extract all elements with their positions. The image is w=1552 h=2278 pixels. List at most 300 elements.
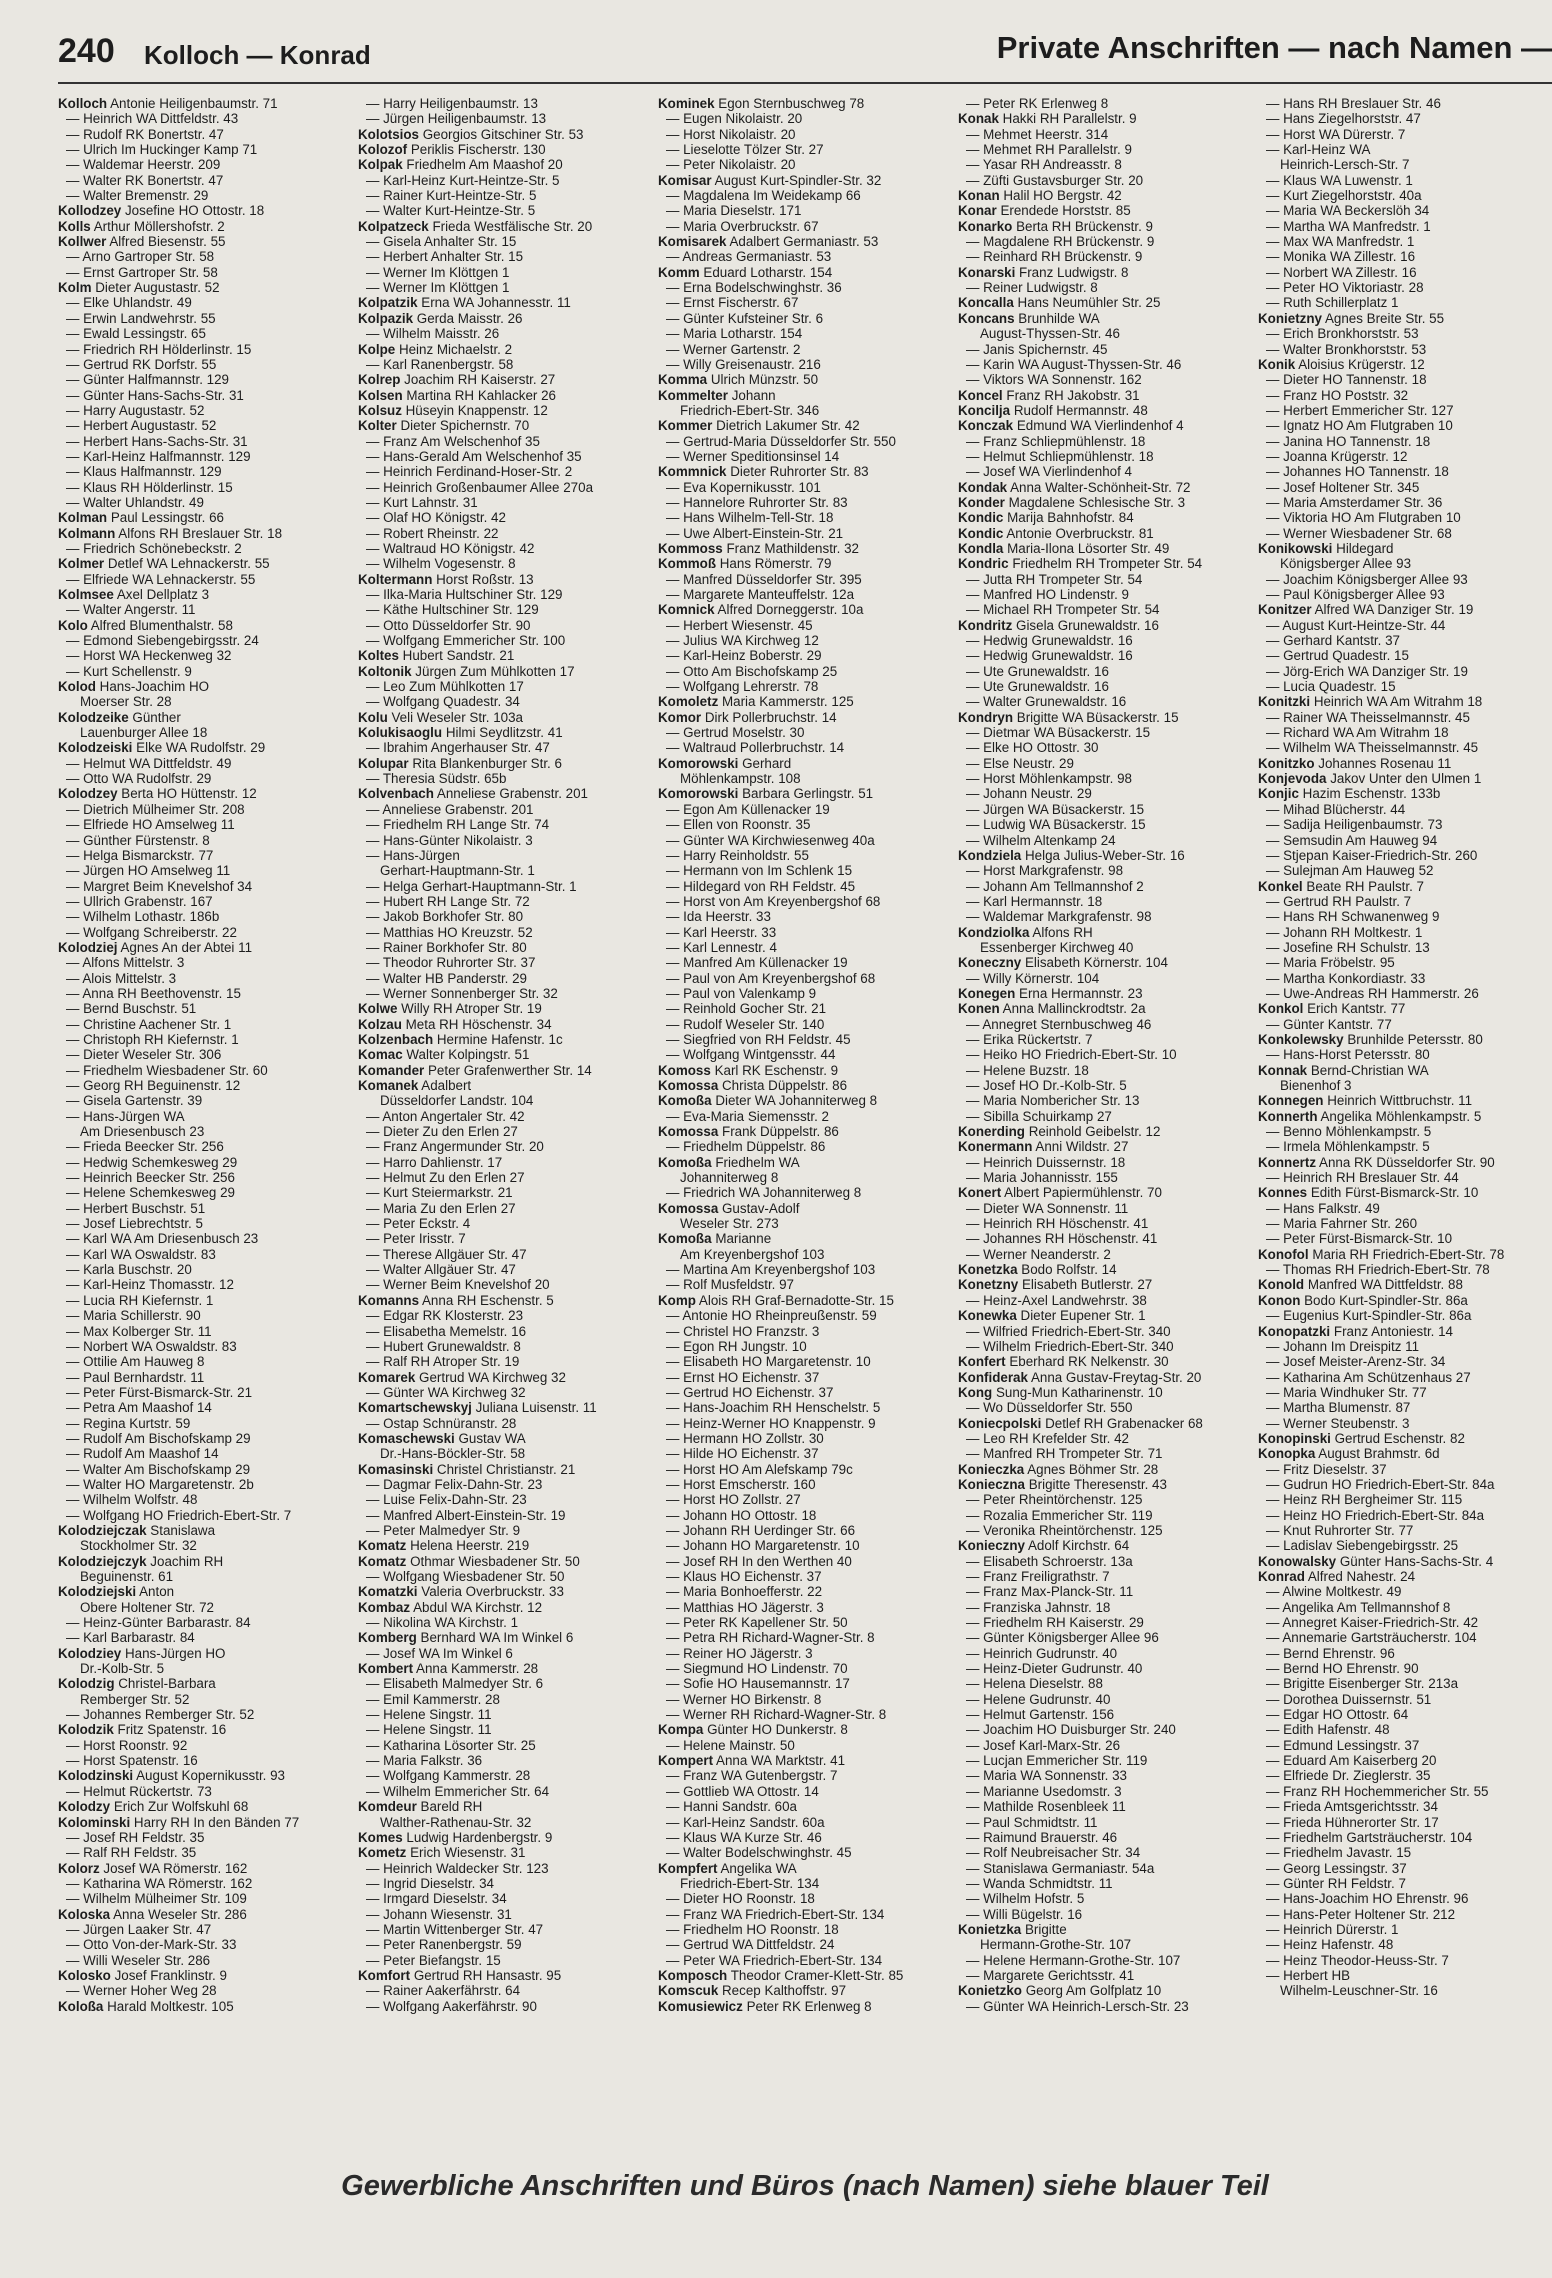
directory-entry bbox=[658, 1722, 954, 1737]
entry-details: Josef WA Römerstr. 162 bbox=[103, 1860, 248, 1876]
directory-entry bbox=[58, 234, 354, 249]
surname: Kolpatzik bbox=[358, 295, 418, 311]
directory-entry: — Horst Nikolaistr. 20 bbox=[666, 126, 796, 142]
directory-entry: — Peter Irisstr. 7 bbox=[366, 1231, 466, 1247]
entry-details: Maria-Ilona Lösorter Str. 49 bbox=[1007, 540, 1170, 556]
directory-entry: — Friedhelm Wiesbadener Str. 60 bbox=[66, 1062, 268, 1078]
entry-details: Brunhilde Petersstr. 80 bbox=[1347, 1031, 1483, 1047]
entry-details: Alfred Nahestr. 24 bbox=[1307, 1569, 1416, 1584]
entry-details: Erich Zur Wolfskuhl 68 bbox=[113, 1799, 249, 1815]
directory-entry: — Jürgen HO Amselweg 11 bbox=[66, 863, 231, 879]
directory-entry: — Helene Gudrunstr. 40 bbox=[966, 1691, 1111, 1707]
directory-entry: — Arno Gartroper Str. 58 bbox=[66, 249, 215, 265]
directory-entry: — Friedhelm HO Roonstr. 18 bbox=[666, 1921, 839, 1937]
entry-details: Erich Wiesenstr. 31 bbox=[410, 1845, 526, 1861]
directory-entry bbox=[658, 1983, 954, 1998]
directory-entry: Dr.-Kolb-Str. 5 bbox=[80, 1661, 165, 1677]
surname: Konopatzki bbox=[1258, 1323, 1331, 1339]
surname: Kolsen bbox=[358, 387, 403, 403]
directory-entry: — Anneliese Grabenstr. 201 bbox=[366, 801, 534, 817]
directory-entry: — Helga Gerhart-Hauptmann-Str. 1 bbox=[366, 878, 577, 894]
entry-details: Franz RH Jakobstr. 31 bbox=[1006, 387, 1140, 403]
directory-entry bbox=[958, 1139, 1254, 1154]
surname: Komossa bbox=[658, 1200, 719, 1216]
surname: Kondla bbox=[958, 540, 1004, 556]
directory-entry: — Wilhelm Maisstr. 26 bbox=[366, 326, 500, 342]
directory-entry bbox=[958, 295, 1254, 310]
directory-entry: — Gerhard Kantstr. 37 bbox=[1266, 633, 1400, 649]
surname: Kommnick bbox=[658, 464, 727, 480]
directory-entry bbox=[58, 1722, 354, 1737]
directory-entry bbox=[358, 648, 654, 663]
directory-entry: — Lucjan Emmericher Str. 119 bbox=[966, 1753, 1148, 1769]
directory-entry: — Günter WA Kirchweg 32 bbox=[366, 1384, 526, 1400]
directory-entry: — Erich Bronkhorststr. 53 bbox=[1266, 326, 1419, 342]
directory-entry: — Friedrich RH Hölderlinstr. 15 bbox=[66, 341, 252, 357]
directory-entry: — Heinz Hafenstr. 48 bbox=[1266, 1937, 1394, 1953]
surname: Kolu bbox=[358, 709, 388, 725]
directory-entry: — Johannes Remberger Str. 52 bbox=[66, 1707, 255, 1723]
directory-entry: — Rolf Neubreisacher Str. 34 bbox=[966, 1845, 1141, 1861]
directory-entry: — Friedhelm RH Kaiserstr. 29 bbox=[966, 1615, 1144, 1631]
directory-entry: — Eva Kopernikusstr. 101 bbox=[666, 479, 821, 495]
directory-entry: — Georg RH Beguinenstr. 12 bbox=[66, 1078, 241, 1093]
directory-entry: — Rudolf RK Bonertstr. 47 bbox=[66, 126, 224, 142]
directory-entry bbox=[958, 188, 1254, 203]
directory-entry bbox=[958, 1354, 1254, 1369]
directory-entry: — Wo Düsseldorfer Str. 550 bbox=[966, 1400, 1133, 1416]
directory-entry: — Willy Greisenaustr. 216 bbox=[666, 356, 821, 372]
directory-entry: — Sofie HO Hausemannstr. 17 bbox=[666, 1676, 850, 1692]
surname: Kondak bbox=[958, 479, 1008, 495]
directory-entry: Weseler Str. 273 bbox=[680, 1216, 779, 1232]
directory-entry: — Norbert WA Zillestr. 16 bbox=[1266, 264, 1417, 280]
page-header bbox=[58, 26, 1552, 86]
surname: Kommer bbox=[658, 418, 713, 434]
directory-entry: — Horst WA Dürerstr. 7 bbox=[1266, 126, 1406, 142]
directory-entry bbox=[658, 418, 954, 433]
entry-details: Anna Weseler Str. 286 bbox=[113, 1906, 247, 1922]
entry-details: Heinz Michaelstr. 2 bbox=[398, 341, 513, 357]
directory-entry bbox=[358, 157, 654, 172]
entry-details: Brigitte bbox=[1024, 1921, 1067, 1937]
entry-details: Berta RH Brückenstr. 9 bbox=[1016, 218, 1153, 234]
directory-entry: — Gertrud WA Dittfeldstr. 24 bbox=[666, 1937, 835, 1953]
entry-details: Adolf Kirchstr. 64 bbox=[1027, 1538, 1130, 1554]
directory-entry: — Horst HO Zollstr. 27 bbox=[666, 1492, 801, 1508]
listing-column-5 bbox=[1258, 96, 1552, 2146]
directory-entry: — Elfriede HO Amselweg 11 bbox=[66, 817, 235, 833]
directory-entry: Essenberger Kirchweg 40 bbox=[980, 939, 1134, 955]
directory-entry: — Karl-Heinz Thomasstr. 12 bbox=[66, 1277, 234, 1293]
directory-entry bbox=[958, 1477, 1254, 1492]
surname: Komoßa bbox=[658, 1231, 712, 1247]
directory-entry: — Leo RH Krefelder Str. 42 bbox=[966, 1430, 1129, 1446]
surname: Kolmsee bbox=[58, 587, 114, 602]
directory-entry: Heinrich-Lersch-Str. 7 bbox=[1280, 157, 1410, 173]
surname: Komarek bbox=[358, 1369, 416, 1385]
directory-entry: — Peter Fürst-Bismarck-Str. 21 bbox=[66, 1384, 253, 1400]
surname: Konjic bbox=[1258, 786, 1299, 802]
directory-entry bbox=[1258, 1554, 1552, 1569]
directory-entry: Lauenburger Allee 18 bbox=[80, 725, 208, 741]
directory-entry: Friedrich-Ebert-Str. 134 bbox=[680, 1875, 820, 1891]
surname: Kolodziej bbox=[58, 939, 118, 955]
entry-details: Angelika WA bbox=[720, 1860, 797, 1876]
directory-entry bbox=[58, 1768, 354, 1783]
directory-entry: — Andreas Germaniastr. 53 bbox=[666, 249, 832, 265]
entry-details: Jürgen Zum Mühlkotten 17 bbox=[415, 663, 575, 679]
directory-entry: Bienenhof 3 bbox=[1280, 1078, 1352, 1093]
directory-entry: — Veronika Rheintörchenstr. 125 bbox=[966, 1522, 1163, 1538]
surname: Komorowski bbox=[658, 786, 739, 802]
directory-page bbox=[58, 20, 1552, 2270]
directory-entry: — Günther Fürstenstr. 8 bbox=[66, 832, 210, 848]
directory-entry: — Lucia RH Kiefernstr. 1 bbox=[66, 1292, 214, 1308]
directory-entry: — Luise Felix-Dahn-Str. 23 bbox=[366, 1492, 527, 1508]
directory-entry: — Dieter WA Sonnenstr. 11 bbox=[966, 1200, 1129, 1216]
entry-details: Günter HO Dunkerstr. 8 bbox=[707, 1722, 848, 1738]
directory-entry bbox=[658, 1753, 954, 1768]
entry-details: Reinhold Geibelstr. 12 bbox=[1028, 1124, 1161, 1140]
entry-details: Maria Kammerstr. 125 bbox=[722, 694, 854, 710]
surname: Konermann bbox=[958, 1139, 1033, 1155]
directory-entry bbox=[658, 541, 954, 556]
entry-details: Aloisius Krügerstr. 12 bbox=[1298, 356, 1425, 372]
entry-details: Gertrud RH Hansastr. 95 bbox=[413, 1967, 562, 1983]
directory-entry bbox=[358, 219, 654, 234]
entry-details: Magdalene Schlesische Str. 3 bbox=[1008, 494, 1186, 510]
surname: Koloska bbox=[58, 1906, 111, 1922]
entry-details: Dieter Ruhrorter Str. 83 bbox=[730, 464, 869, 480]
directory-entry: — Wolfgang Schreiberstr. 22 bbox=[66, 924, 237, 940]
directory-entry: — Sadija Heiligenbaumstr. 73 bbox=[1266, 817, 1443, 833]
directory-entry: — Fritz Dieselstr. 37 bbox=[1266, 1461, 1387, 1477]
entry-details: Erna WA Johannesstr. 11 bbox=[421, 295, 571, 311]
entry-details: Anna RH Eschenstr. 5 bbox=[422, 1292, 554, 1308]
directory-entry: — Maria Overbruckstr. 67 bbox=[666, 218, 819, 234]
directory-entry: — Gisela Anhalter Str. 15 bbox=[366, 234, 517, 250]
surname: Konak bbox=[958, 111, 999, 127]
entry-details: Elisabeth Körnerstr. 104 bbox=[1024, 955, 1168, 971]
directory-entry: — Werner Sonnenberger Str. 32 bbox=[366, 985, 558, 1001]
directory-entry: — Magdalena Im Weidekamp 66 bbox=[666, 188, 861, 204]
directory-entry: — Wilhelm Mülheimer Str. 109 bbox=[66, 1891, 247, 1907]
directory-entry: — Siegfried von RH Feldstr. 45 bbox=[666, 1031, 851, 1047]
directory-entry: — Elisabeth Schroerstr. 13a bbox=[966, 1553, 1133, 1569]
entry-details: Dieter WA Johanniterweg 8 bbox=[715, 1093, 878, 1109]
entry-details: Horst Roßstr. 13 bbox=[436, 571, 534, 587]
directory-entry bbox=[958, 1370, 1254, 1385]
directory-entry bbox=[358, 1078, 654, 1093]
directory-entry: — Herbert Emmericher Str. 127 bbox=[1266, 402, 1454, 418]
entry-details: Egon Sternbuschweg 78 bbox=[718, 96, 865, 111]
directory-entry: — Wolfgang Wintgensstr. 44 bbox=[666, 1047, 836, 1063]
directory-entry: — Raimund Brauerstr. 46 bbox=[966, 1829, 1118, 1845]
directory-entry bbox=[358, 1293, 654, 1308]
directory-entry: — Karl WA Oswaldstr. 83 bbox=[66, 1246, 216, 1262]
directory-entry bbox=[658, 372, 954, 387]
directory-entry bbox=[958, 1262, 1254, 1277]
running-head-left: Kolloch — Konrad bbox=[144, 40, 371, 70]
directory-entry: — Horst Markgrafenstr. 98 bbox=[966, 863, 1124, 879]
directory-entry: — Ulrich Im Huckinger Kamp 71 bbox=[66, 142, 258, 158]
directory-entry: — Hubert RH Lange Str. 72 bbox=[366, 893, 530, 909]
entry-details: Meta RH Höschenstr. 34 bbox=[405, 1016, 552, 1032]
surname: Konietzka bbox=[958, 1921, 1022, 1937]
directory-entry: — Martina Am Kreyenbergshof 103 bbox=[666, 1262, 876, 1278]
directory-entry: — Horst WA Heckenweg 32 bbox=[66, 648, 232, 664]
directory-entry: — Heinz-Dieter Gudrunstr. 40 bbox=[966, 1661, 1143, 1677]
directory-entry: — Maria Lotharstr. 154 bbox=[666, 326, 803, 342]
directory-entry: August-Thyssen-Str. 46 bbox=[980, 326, 1120, 342]
surname: Koncans bbox=[958, 310, 1015, 326]
directory-entry: — Ralf RH Feldstr. 35 bbox=[66, 1845, 197, 1861]
directory-entry: — Ilka-Maria Hultschiner Str. 129 bbox=[366, 587, 563, 602]
surname: Kolupar bbox=[358, 755, 409, 771]
directory-entry: — Klaus RH Hölderlinstr. 15 bbox=[66, 479, 233, 495]
directory-entry: Obere Holtener Str. 72 bbox=[80, 1599, 214, 1615]
surname: Kondic bbox=[958, 510, 1004, 526]
directory-entry: — Regina Kurtstr. 59 bbox=[66, 1415, 191, 1431]
directory-entry: — Kurt Schellenstr. 9 bbox=[66, 663, 192, 679]
directory-entry bbox=[58, 96, 354, 111]
surname: Konkel bbox=[1258, 878, 1303, 894]
directory-entry: — Edmund Lessingstr. 37 bbox=[1266, 1737, 1420, 1753]
directory-entry: — Maria WA Beckerslöh 34 bbox=[1266, 203, 1430, 219]
directory-entry: — Jörg-Erich WA Danziger Str. 19 bbox=[1266, 663, 1468, 679]
entry-details: Anna WA Marktstr. 41 bbox=[716, 1753, 846, 1769]
entry-details: Veli Weseler Str. 103a bbox=[391, 709, 523, 725]
directory-entry bbox=[358, 756, 654, 771]
directory-entry: — Stjepan Kaiser-Friedrich-Str. 260 bbox=[1266, 847, 1478, 863]
directory-entry: — Peter HO Viktoriastr. 28 bbox=[1266, 280, 1424, 296]
directory-entry: — Peter WA Friedrich-Ebert-Str. 134 bbox=[666, 1952, 883, 1968]
directory-entry: — Harry Augustastr. 52 bbox=[66, 402, 205, 418]
directory-entry: — Walter HO Margaretenstr. 2b bbox=[66, 1476, 254, 1492]
directory-entry: — Manfred HO Lindenstr. 9 bbox=[966, 587, 1129, 602]
directory-entry: Remberger Str. 52 bbox=[80, 1691, 190, 1707]
directory-entry: — Helmut Schliepmühlenstr. 18 bbox=[966, 448, 1154, 464]
directory-entry: — Annegret Sternbuschweg 46 bbox=[966, 1016, 1152, 1032]
directory-entry: — Dorothea Duissernstr. 51 bbox=[1266, 1691, 1432, 1707]
directory-entry: — Franziska Jahnstr. 18 bbox=[966, 1599, 1111, 1615]
entry-details: Barbara Gerlingstr. 51 bbox=[742, 786, 874, 802]
entry-details: Gisela Grunewaldstr. 16 bbox=[1016, 617, 1159, 633]
directory-entry bbox=[1258, 756, 1552, 771]
surname: Komdeur bbox=[358, 1799, 417, 1815]
directory-entry: — Herbert Anhalter Str. 15 bbox=[366, 249, 524, 265]
directory-entry: — Nikolina WA Kirchstr. 1 bbox=[366, 1615, 519, 1631]
directory-entry: — Heinz RH Bergheimer Str. 115 bbox=[1266, 1492, 1463, 1508]
directory-entry: — Josef Liebrechtstr. 5 bbox=[66, 1216, 203, 1232]
directory-entry: — Rolf Musfeldstr. 97 bbox=[666, 1277, 795, 1293]
directory-entry: — Waldemar Heerstr. 209 bbox=[66, 157, 221, 173]
surname: Komscuk bbox=[658, 1983, 719, 1999]
directory-entry: — Eduard Am Kaiserberg 20 bbox=[1266, 1753, 1437, 1769]
directory-entry bbox=[658, 1155, 954, 1170]
directory-entry: — Eugenius Kurt-Spindler-Str. 86a bbox=[1266, 1308, 1472, 1324]
directory-entry bbox=[658, 1861, 954, 1876]
directory-entry: — Günter RH Feldstr. 7 bbox=[1266, 1875, 1406, 1891]
directory-entry bbox=[658, 1124, 954, 1139]
surname: Kolodzeike bbox=[58, 709, 129, 725]
directory-entry bbox=[358, 1047, 654, 1062]
directory-entry: — Johann HO Ottostr. 18 bbox=[666, 1507, 817, 1523]
directory-entry: — Josef WA Im Winkel 6 bbox=[366, 1645, 513, 1661]
directory-entry: — Jürgen Heiligenbaumstr. 13 bbox=[366, 111, 547, 127]
surname: Konert bbox=[958, 1185, 1002, 1201]
directory-entry: — Karl Lennestr. 4 bbox=[666, 939, 777, 955]
directory-entry: — Thomas RH Friedrich-Ebert-Str. 78 bbox=[1266, 1262, 1490, 1278]
surname: Konnes bbox=[1258, 1185, 1308, 1201]
directory-entry: — Hannelore Ruhrorter Str. 83 bbox=[666, 494, 848, 510]
directory-entry: — Johannes RH Höschenstr. 41 bbox=[966, 1231, 1158, 1247]
directory-entry bbox=[1258, 1109, 1552, 1124]
entry-details: Hilmi Seydlitzstr. 41 bbox=[445, 725, 563, 741]
directory-entry: — Maria Nombericher Str. 13 bbox=[966, 1093, 1140, 1109]
directory-entry: — Elisabeth HO Margaretenstr. 10 bbox=[666, 1354, 871, 1370]
directory-entry: — Helmut Rückertstr. 73 bbox=[66, 1783, 212, 1799]
directory-entry: — Rudolf Weseler Str. 140 bbox=[666, 1016, 825, 1032]
directory-entry: — Otto Von-der-Mark-Str. 33 bbox=[66, 1937, 237, 1953]
directory-entry bbox=[58, 1815, 354, 1830]
directory-entry: — Reiner Ludwigstr. 8 bbox=[966, 280, 1098, 296]
directory-entry: — Alois Mittelstr. 3 bbox=[66, 970, 177, 986]
entry-details: Harald Moltkestr. 105 bbox=[107, 1998, 234, 2014]
directory-entry: — Wilhelm Vogesenstr. 8 bbox=[366, 556, 516, 572]
surname: Komossa bbox=[658, 1078, 719, 1093]
directory-entry bbox=[358, 1845, 654, 1860]
entry-details: Ulrich Münzstr. 50 bbox=[710, 372, 819, 388]
entry-details: Detlef WA Lehnackerstr. 55 bbox=[107, 556, 270, 572]
directory-entry: — Walter Bremenstr. 29 bbox=[66, 188, 209, 204]
directory-entry: — Wolfgang Wiesbadener Str. 50 bbox=[366, 1569, 565, 1584]
directory-entry bbox=[358, 372, 654, 387]
directory-entry: — Annegret Kaiser-Friedrich-Str. 42 bbox=[1266, 1615, 1479, 1631]
entry-details: Friedhelm WA bbox=[715, 1154, 800, 1170]
directory-entry: — Anna RH Beethovenstr. 15 bbox=[66, 985, 241, 1001]
surname: Konarski bbox=[958, 264, 1016, 280]
directory-entry bbox=[958, 203, 1254, 218]
directory-entry: — Gertrud RH Paulstr. 7 bbox=[1266, 893, 1412, 909]
directory-entry: — Franz RH Hochemmericher Str. 55 bbox=[1266, 1783, 1489, 1799]
directory-entry bbox=[658, 556, 954, 571]
directory-entry: — Helena Dieselstr. 88 bbox=[966, 1676, 1103, 1692]
directory-entry: — Elke HO Ottostr. 30 bbox=[966, 740, 1099, 756]
entry-details: Erna Hermannstr. 23 bbox=[1019, 985, 1143, 1001]
directory-entry: — Karl-Heinz Halfmannstr. 129 bbox=[66, 448, 251, 464]
surname: Kolozof bbox=[358, 142, 408, 158]
surname: Komisarek bbox=[658, 234, 727, 250]
directory-entry bbox=[1258, 1569, 1552, 1584]
directory-entry bbox=[358, 664, 654, 679]
surname: Konnak bbox=[1258, 1062, 1308, 1078]
entry-details: August Kurt-Spindler-Str. 32 bbox=[714, 172, 882, 188]
directory-entry bbox=[958, 1416, 1254, 1431]
surname: Komp bbox=[658, 1292, 696, 1308]
directory-entry: — Wilhelm Hofstr. 5 bbox=[966, 1891, 1085, 1907]
directory-entry: — Alwine Moltkestr. 49 bbox=[1266, 1584, 1402, 1600]
directory-entry: — Elisabeth Malmedyer Str. 6 bbox=[366, 1676, 544, 1692]
directory-entry: — Christel HO Franzstr. 3 bbox=[666, 1323, 820, 1339]
entry-details: Periklis Fischerstr. 130 bbox=[410, 142, 546, 158]
directory-entry: — Edgar HO Ottostr. 64 bbox=[1266, 1707, 1409, 1723]
entry-details: Elke WA Rudolfstr. 29 bbox=[136, 740, 266, 756]
directory-entry: — Margret Beim Knevelshof 34 bbox=[66, 878, 253, 894]
directory-entry bbox=[358, 786, 654, 801]
entry-details: Alfons RH bbox=[1032, 924, 1093, 940]
directory-entry bbox=[1258, 879, 1552, 894]
entry-details: Erich Kantstr. 77 bbox=[1307, 1001, 1406, 1017]
directory-entry bbox=[58, 1999, 354, 2014]
surname: Kolod bbox=[58, 679, 96, 695]
directory-entry: — Horst Spatenstr. 16 bbox=[66, 1753, 198, 1769]
directory-entry: — Hans RH Schwanenweg 9 bbox=[1266, 909, 1440, 925]
directory-entry bbox=[958, 710, 1254, 725]
directory-entry: — Rudolf Am Maashof 14 bbox=[66, 1446, 219, 1462]
directory-entry bbox=[958, 510, 1254, 525]
directory-entry: — Heinz-Axel Landwehrstr. 38 bbox=[966, 1292, 1147, 1308]
directory-entry: — Maria Schillerstr. 90 bbox=[66, 1308, 201, 1324]
directory-entry: — Benno Möhlenkampstr. 5 bbox=[1266, 1124, 1432, 1140]
entry-details: Bareld RH bbox=[420, 1799, 483, 1815]
surname: Komatz bbox=[358, 1553, 407, 1569]
directory-entry: Möhlenkampstr. 108 bbox=[680, 771, 801, 787]
directory-entry: — Annemarie Gartsträucherstr. 104 bbox=[1266, 1630, 1477, 1646]
directory-entry: — Heinrich Großenbaumer Allee 270a bbox=[366, 479, 594, 495]
directory-entry: — Matthias HO Jägerstr. 3 bbox=[666, 1599, 824, 1615]
directory-entry: — Paul von Am Kreyenbergshof 68 bbox=[666, 970, 876, 986]
surname: Kolls bbox=[58, 218, 91, 234]
entry-details: Maria RH Friedrich-Ebert-Str. 78 bbox=[1312, 1246, 1505, 1262]
directory-entry: — Wilhelm Wolfstr. 48 bbox=[66, 1492, 198, 1508]
directory-entry bbox=[58, 556, 354, 571]
surname: Komatzki bbox=[358, 1584, 418, 1600]
surname: Konetzka bbox=[958, 1262, 1018, 1278]
directory-entry bbox=[58, 1523, 354, 1538]
directory-entry: — Norbert WA Oswaldstr. 83 bbox=[66, 1338, 237, 1354]
directory-entry bbox=[358, 1600, 654, 1615]
surname: Komoletz bbox=[658, 694, 719, 710]
directory-entry: Beguinenstr. 61 bbox=[80, 1569, 174, 1584]
directory-entry: — Otto Düsseldorfer Str. 90 bbox=[366, 617, 531, 633]
directory-entry: — Maria Dieselstr. 171 bbox=[666, 203, 802, 219]
entry-details: Hakki RH Parallelstr. 9 bbox=[1002, 111, 1137, 127]
directory-entry bbox=[58, 1799, 354, 1814]
directory-entry: — Paul Schmidtstr. 11 bbox=[966, 1814, 1098, 1830]
directory-entry: — Katharina Am Schützenhaus 27 bbox=[1266, 1369, 1471, 1385]
directory-entry: — Peter Fürst-Bismarck-Str. 10 bbox=[1266, 1231, 1453, 1247]
surname: Komac bbox=[358, 1047, 403, 1063]
surname: Kolzau bbox=[358, 1016, 402, 1032]
directory-entry: — Helene Mainstr. 50 bbox=[666, 1737, 795, 1753]
entry-details: Martina RH Kahlacker 26 bbox=[406, 387, 556, 403]
directory-entry bbox=[658, 234, 954, 249]
surname: Kong bbox=[958, 1384, 993, 1400]
surname: Koltonik bbox=[358, 663, 412, 679]
directory-entry: — Waltraud Pollerbruchstr. 14 bbox=[666, 740, 845, 756]
surname: Konen bbox=[958, 1001, 1000, 1017]
directory-entry: — Horst Möhlenkampstr. 98 bbox=[966, 771, 1132, 787]
directory-entry: — Wilhelm Friedrich-Ebert-Str. 340 bbox=[966, 1338, 1174, 1354]
directory-entry: — Joachim Königsberger Allee 93 bbox=[1266, 571, 1468, 587]
directory-entry bbox=[358, 1661, 654, 1676]
surname: Kommoß bbox=[658, 556, 717, 572]
entry-details: Josefine HO Ottostr. 18 bbox=[124, 203, 265, 219]
entry-details: Anna Kammerstr. 28 bbox=[416, 1661, 539, 1677]
directory-entry: — Joanna Krügerstr. 12 bbox=[1266, 448, 1408, 464]
